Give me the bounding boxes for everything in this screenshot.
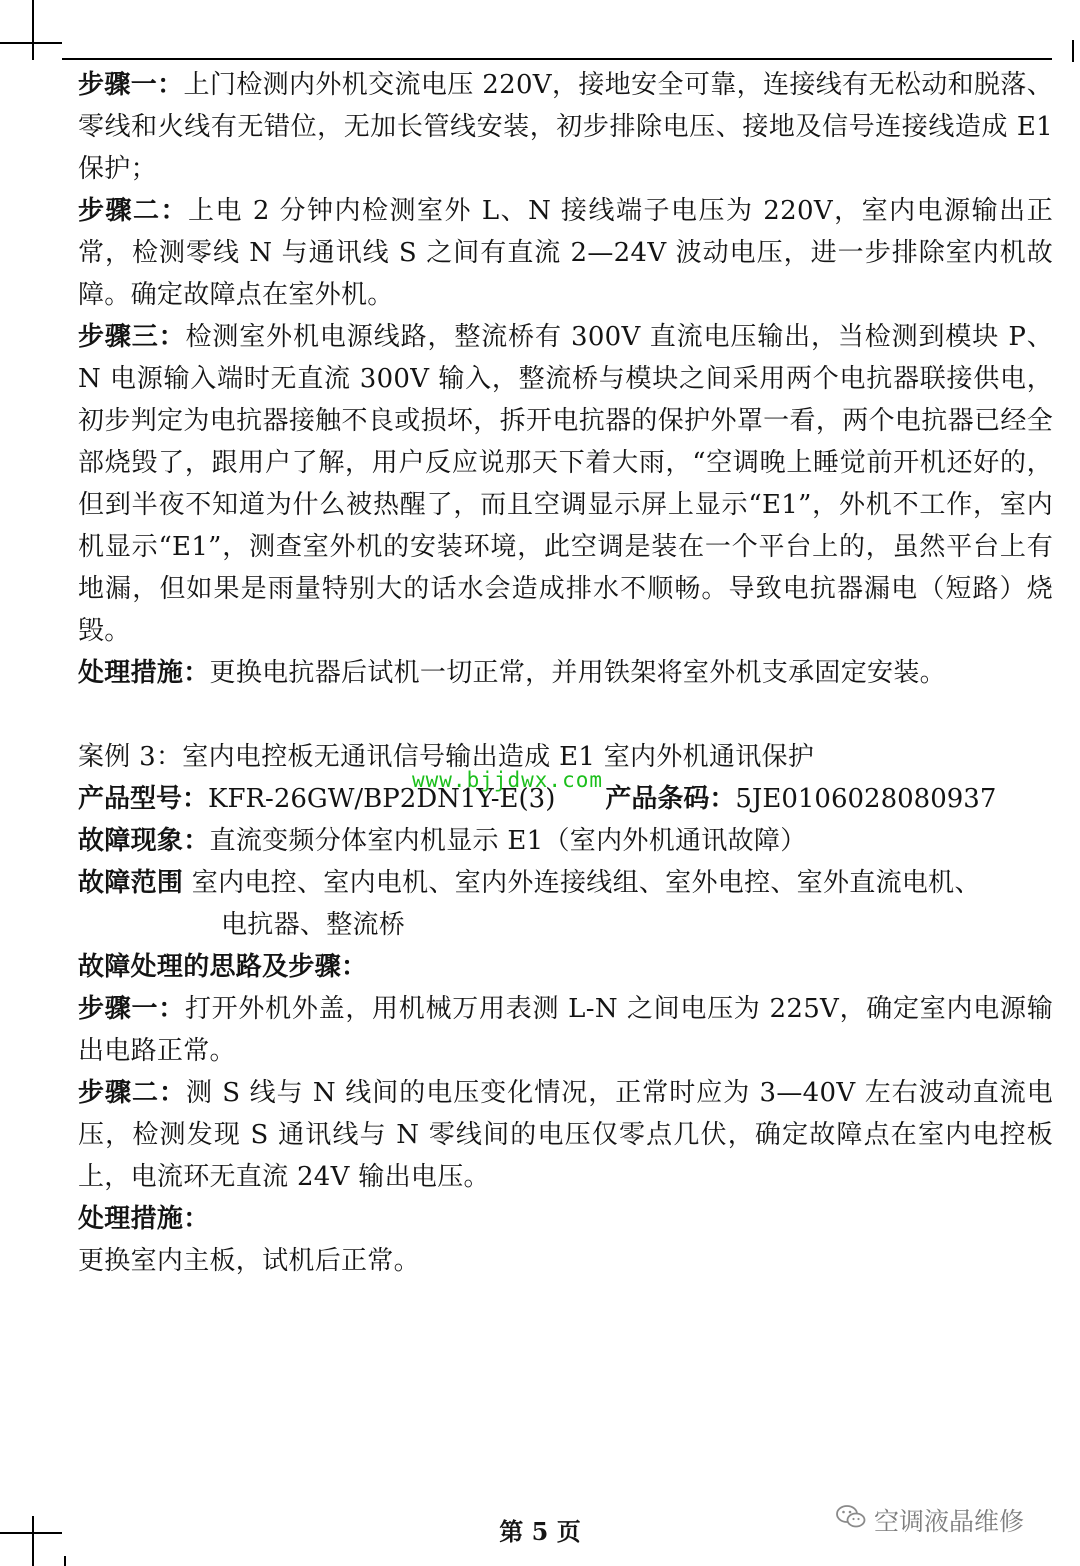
c3-measure-text: 更换室内主板，试机后正常。	[78, 1246, 420, 1276]
barcode-label: 产品条码：	[605, 784, 736, 814]
range-line1: 室内电控、室内电机、室内外连接线组、室外电控、室外直流电机、	[191, 868, 981, 898]
step1-text: 上门检测内外机交流电压 220V，接地安全可靠，连接线有无松动和脱落、零线和火线有无错位，无加长管线安装，初步排除电压、接地及信号连接线造成 E1 保护；	[78, 70, 1054, 184]
document-body	[78, 64, 1053, 1282]
page-number: 第 5 页	[499, 1517, 581, 1546]
crop-mark-top-right	[1072, 40, 1074, 62]
crop-mark-bottom-tick	[64, 1556, 66, 1566]
brand-name: 空调液晶维修	[874, 1507, 1025, 1536]
step1-paragraph	[78, 64, 1053, 190]
range-line2: 电抗器、整流桥	[221, 910, 406, 940]
step2-label: 步骤二：	[78, 196, 189, 226]
step2-text: 上电 2 分钟内检测室外 L、N 接线端子电压为 220V，室内电源输出正常，检测零线 N 与通讯线 S 之间有直流 2—24V 波动电压，进一步排除室内机故障。确定故障点在室外机。	[78, 196, 1053, 310]
step1-label: 步骤一：	[78, 70, 184, 100]
symptom-text: 直流变频分体室内机显示 E1（室内外机通讯故障）	[209, 826, 807, 856]
brand-watermark	[836, 1502, 1024, 1538]
c3-step2-paragraph	[78, 1072, 1053, 1198]
measure-paragraph	[78, 652, 1053, 694]
c3-step2-label: 步骤二：	[78, 1078, 187, 1108]
crop-mark-top-horizontal	[0, 42, 62, 44]
c3-step1-label: 步骤一：	[78, 994, 185, 1024]
model-value: KFR-26GW/BP2DN1Y-E(3)	[208, 784, 556, 814]
c3-step1-text: 打开外机外盖，用机械万用表测 L-N 之间电压为 225V，确定室内电源输出电路正常。	[78, 994, 1053, 1066]
model-label: 产品型号：	[78, 784, 209, 814]
range-paragraph	[78, 862, 1053, 904]
crop-mark-top-vertical	[32, 0, 34, 60]
wechat-icon	[836, 1504, 866, 1536]
measure-text: 更换电抗器后试机一切正常，并用铁架将室外机支承固定安装。	[209, 658, 946, 688]
case-title: 案例 3：室内电控板无通讯信号输出造成 E1 室内外机通讯保护	[78, 742, 815, 772]
symptom-paragraph	[78, 820, 1053, 862]
c3-step2-text: 测 S 线与 N 线间的电压变化情况，正常时应为 3—40V 左右波动直流电压，检测发现 S 通讯线与 N 零线间的电压仅零点几伏，确定故障点在室内电控板上，电流环无直流 24V 输出电压。	[78, 1078, 1054, 1192]
step3-paragraph	[78, 316, 1053, 652]
c3-measure-label: 处理措施：	[78, 1204, 210, 1234]
header-rule	[62, 58, 1052, 60]
barcode-value: 5JE0106028080937	[735, 784, 997, 814]
range-label: 故障范围	[78, 868, 184, 898]
step2-paragraph	[78, 190, 1053, 316]
watermark-url: www.bjjdwx.com	[412, 768, 604, 792]
measure-label: 处理措施：	[78, 658, 210, 688]
c3-step1-paragraph	[78, 988, 1053, 1072]
step3-text: 检测室外机电源线路，整流桥有 300V 直流电压输出，当检测到模块 P、N 电源输入端时无直流 300V 输入，整流桥与模块之间采用两个电抗器联接供电，初步判定为电抗器接触不良或损坏，拆开电抗器的保护外罩一看，两个电抗器已经全部烧毁了，跟用户了解，用户反应说那天下着大雨，“空调晚上睡觉前开机还好的，但到半夜不知道为什么被热醒了，而且空调显示屏上显示“E1”，外机不工作，室内机显示“E1”，测查室外机的安装环境，此空调是装在一个平台上的，虽然平台上有地漏，但如果是雨量特别大的话水会造成排水不顺畅。导致电抗器漏电（短路）烧毁。	[78, 322, 1053, 646]
section-gap	[78, 694, 1053, 736]
approach-heading: 故障处理的思路及步骤：	[78, 952, 368, 982]
symptom-label: 故障现象：	[78, 826, 210, 856]
step3-label: 步骤三：	[78, 322, 186, 352]
